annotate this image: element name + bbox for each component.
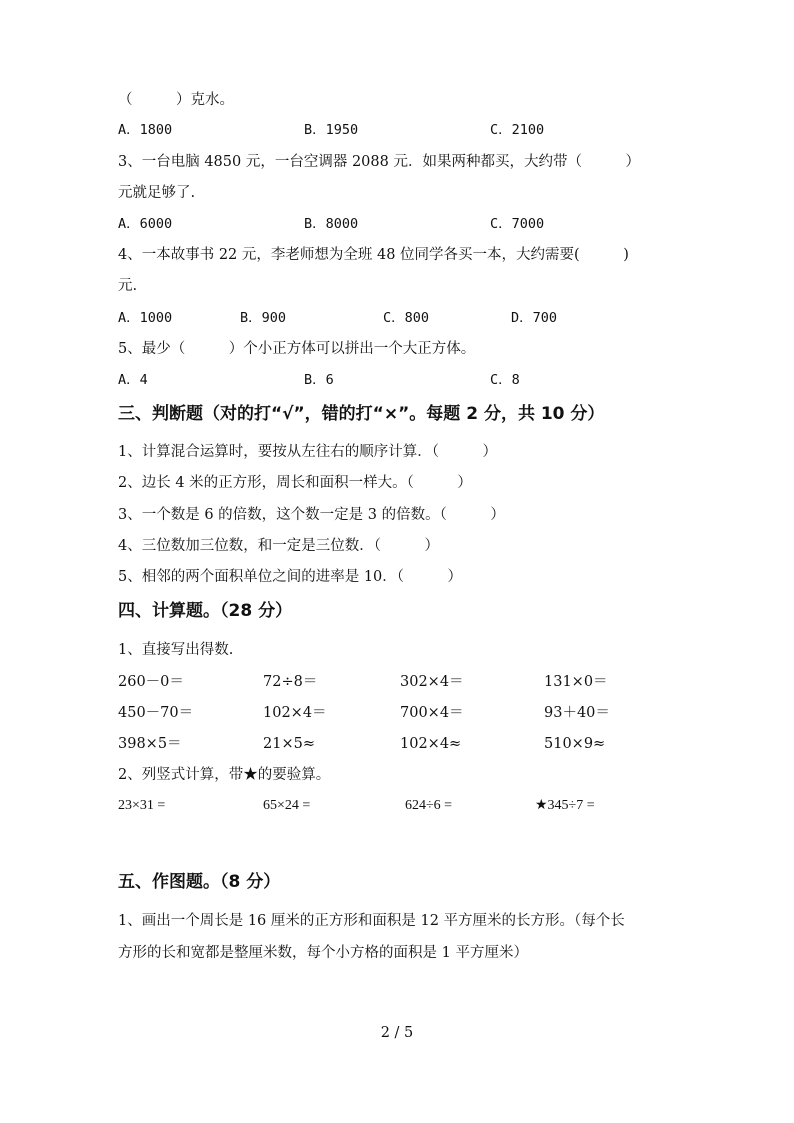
calc-cell: 260－0＝ bbox=[118, 674, 184, 690]
calc-cell: 302×4＝ bbox=[400, 674, 464, 690]
calc-cell: 21×5≈ bbox=[263, 736, 315, 752]
vertical-calc-star: ★345÷7 = bbox=[535, 798, 595, 813]
option-b: B．8000 bbox=[304, 216, 359, 232]
question-3-text: 3、一台电脑 4850 元，一台空调器 2088 元．如果两种都买，大约带（ ） bbox=[118, 154, 640, 170]
calc-sub-1: 1、直接写出得数. bbox=[118, 642, 234, 658]
judge-item-5: 5、相邻的两个面积单位之间的进率是 10．（ ） bbox=[118, 569, 463, 585]
section-3-heading: 三、判断题（对的打“√”，错的打“×”。每题 2 分，共 10 分） bbox=[118, 404, 605, 424]
calc-cell: 102×4≈ bbox=[400, 736, 462, 752]
calc-cell: 72÷8＝ bbox=[263, 674, 318, 690]
calc-cell: 398×5＝ bbox=[118, 736, 182, 752]
calc-cell: 93＋40＝ bbox=[544, 705, 610, 721]
section-5-heading: 五、作图题。（8 分） bbox=[118, 872, 281, 892]
vertical-calc: 23×31 = bbox=[118, 798, 166, 813]
judge-item-1: 1、计算混合运算时，要按从左往右的顺序计算．（ ） bbox=[118, 444, 497, 460]
judge-item-3: 3、一个数是 6 的倍数，这个数一定是 3 的倍数。（ ） bbox=[118, 507, 505, 523]
calc-cell: 450－70＝ bbox=[118, 705, 194, 721]
option-a: A．1000 bbox=[118, 310, 173, 326]
drawing-question-1: 1、画出一个周长是 16 厘米的正方形和面积是 12 平方厘米的长方形。（每个长 bbox=[118, 913, 625, 929]
calc-cell: 510×9≈ bbox=[544, 736, 606, 752]
calc-cell: 700×4＝ bbox=[400, 705, 464, 721]
question-prev-tail: （ ）克水。 bbox=[118, 92, 234, 108]
option-b: B．1950 bbox=[304, 122, 359, 138]
calc-sub-2: 2、列竖式计算，带★的要验算。 bbox=[118, 767, 331, 783]
option-a: A．4 bbox=[118, 372, 148, 388]
section-4-heading: 四、计算题。（28 分） bbox=[118, 601, 293, 621]
question-5-text: 5、最少（ ）个小正方体可以拼出一个大正方体。 bbox=[118, 341, 476, 357]
question-4-text: 4、一本故事书 22 元，李老师想为全班 48 位同学各买一本，大约需要( ) bbox=[118, 247, 629, 263]
option-b: B．900 bbox=[240, 310, 287, 326]
judge-item-2: 2、边长 4 米的正方形，周长和面积一样大。（ ） bbox=[118, 475, 472, 491]
option-a: A．6000 bbox=[118, 216, 173, 232]
vertical-calc: 624÷6 = bbox=[405, 798, 453, 813]
option-d: D．700 bbox=[511, 310, 558, 326]
option-c: C．7000 bbox=[490, 216, 545, 232]
option-c: C．2100 bbox=[490, 122, 545, 138]
judge-item-4: 4、三位数加三位数，和一定是三位数．（ ） bbox=[118, 538, 439, 554]
calc-cell: 102×4＝ bbox=[263, 705, 327, 721]
vertical-calc: 65×24 = bbox=[263, 798, 311, 813]
calc-cell: 131×0＝ bbox=[544, 674, 608, 690]
drawing-question-1-cont: 方形的长和宽都是整厘米数，每个小方格的面积是 1 平方厘米） bbox=[118, 945, 528, 961]
option-a: A．1800 bbox=[118, 122, 173, 138]
option-b: B．6 bbox=[304, 372, 334, 388]
question-4-text-cont: 元. bbox=[118, 278, 138, 294]
option-c: C．8 bbox=[490, 372, 520, 388]
page-number: 2 / 5 bbox=[380, 1025, 414, 1041]
option-c: C．800 bbox=[383, 310, 430, 326]
question-3-text-cont: 元就足够了. bbox=[118, 185, 196, 201]
